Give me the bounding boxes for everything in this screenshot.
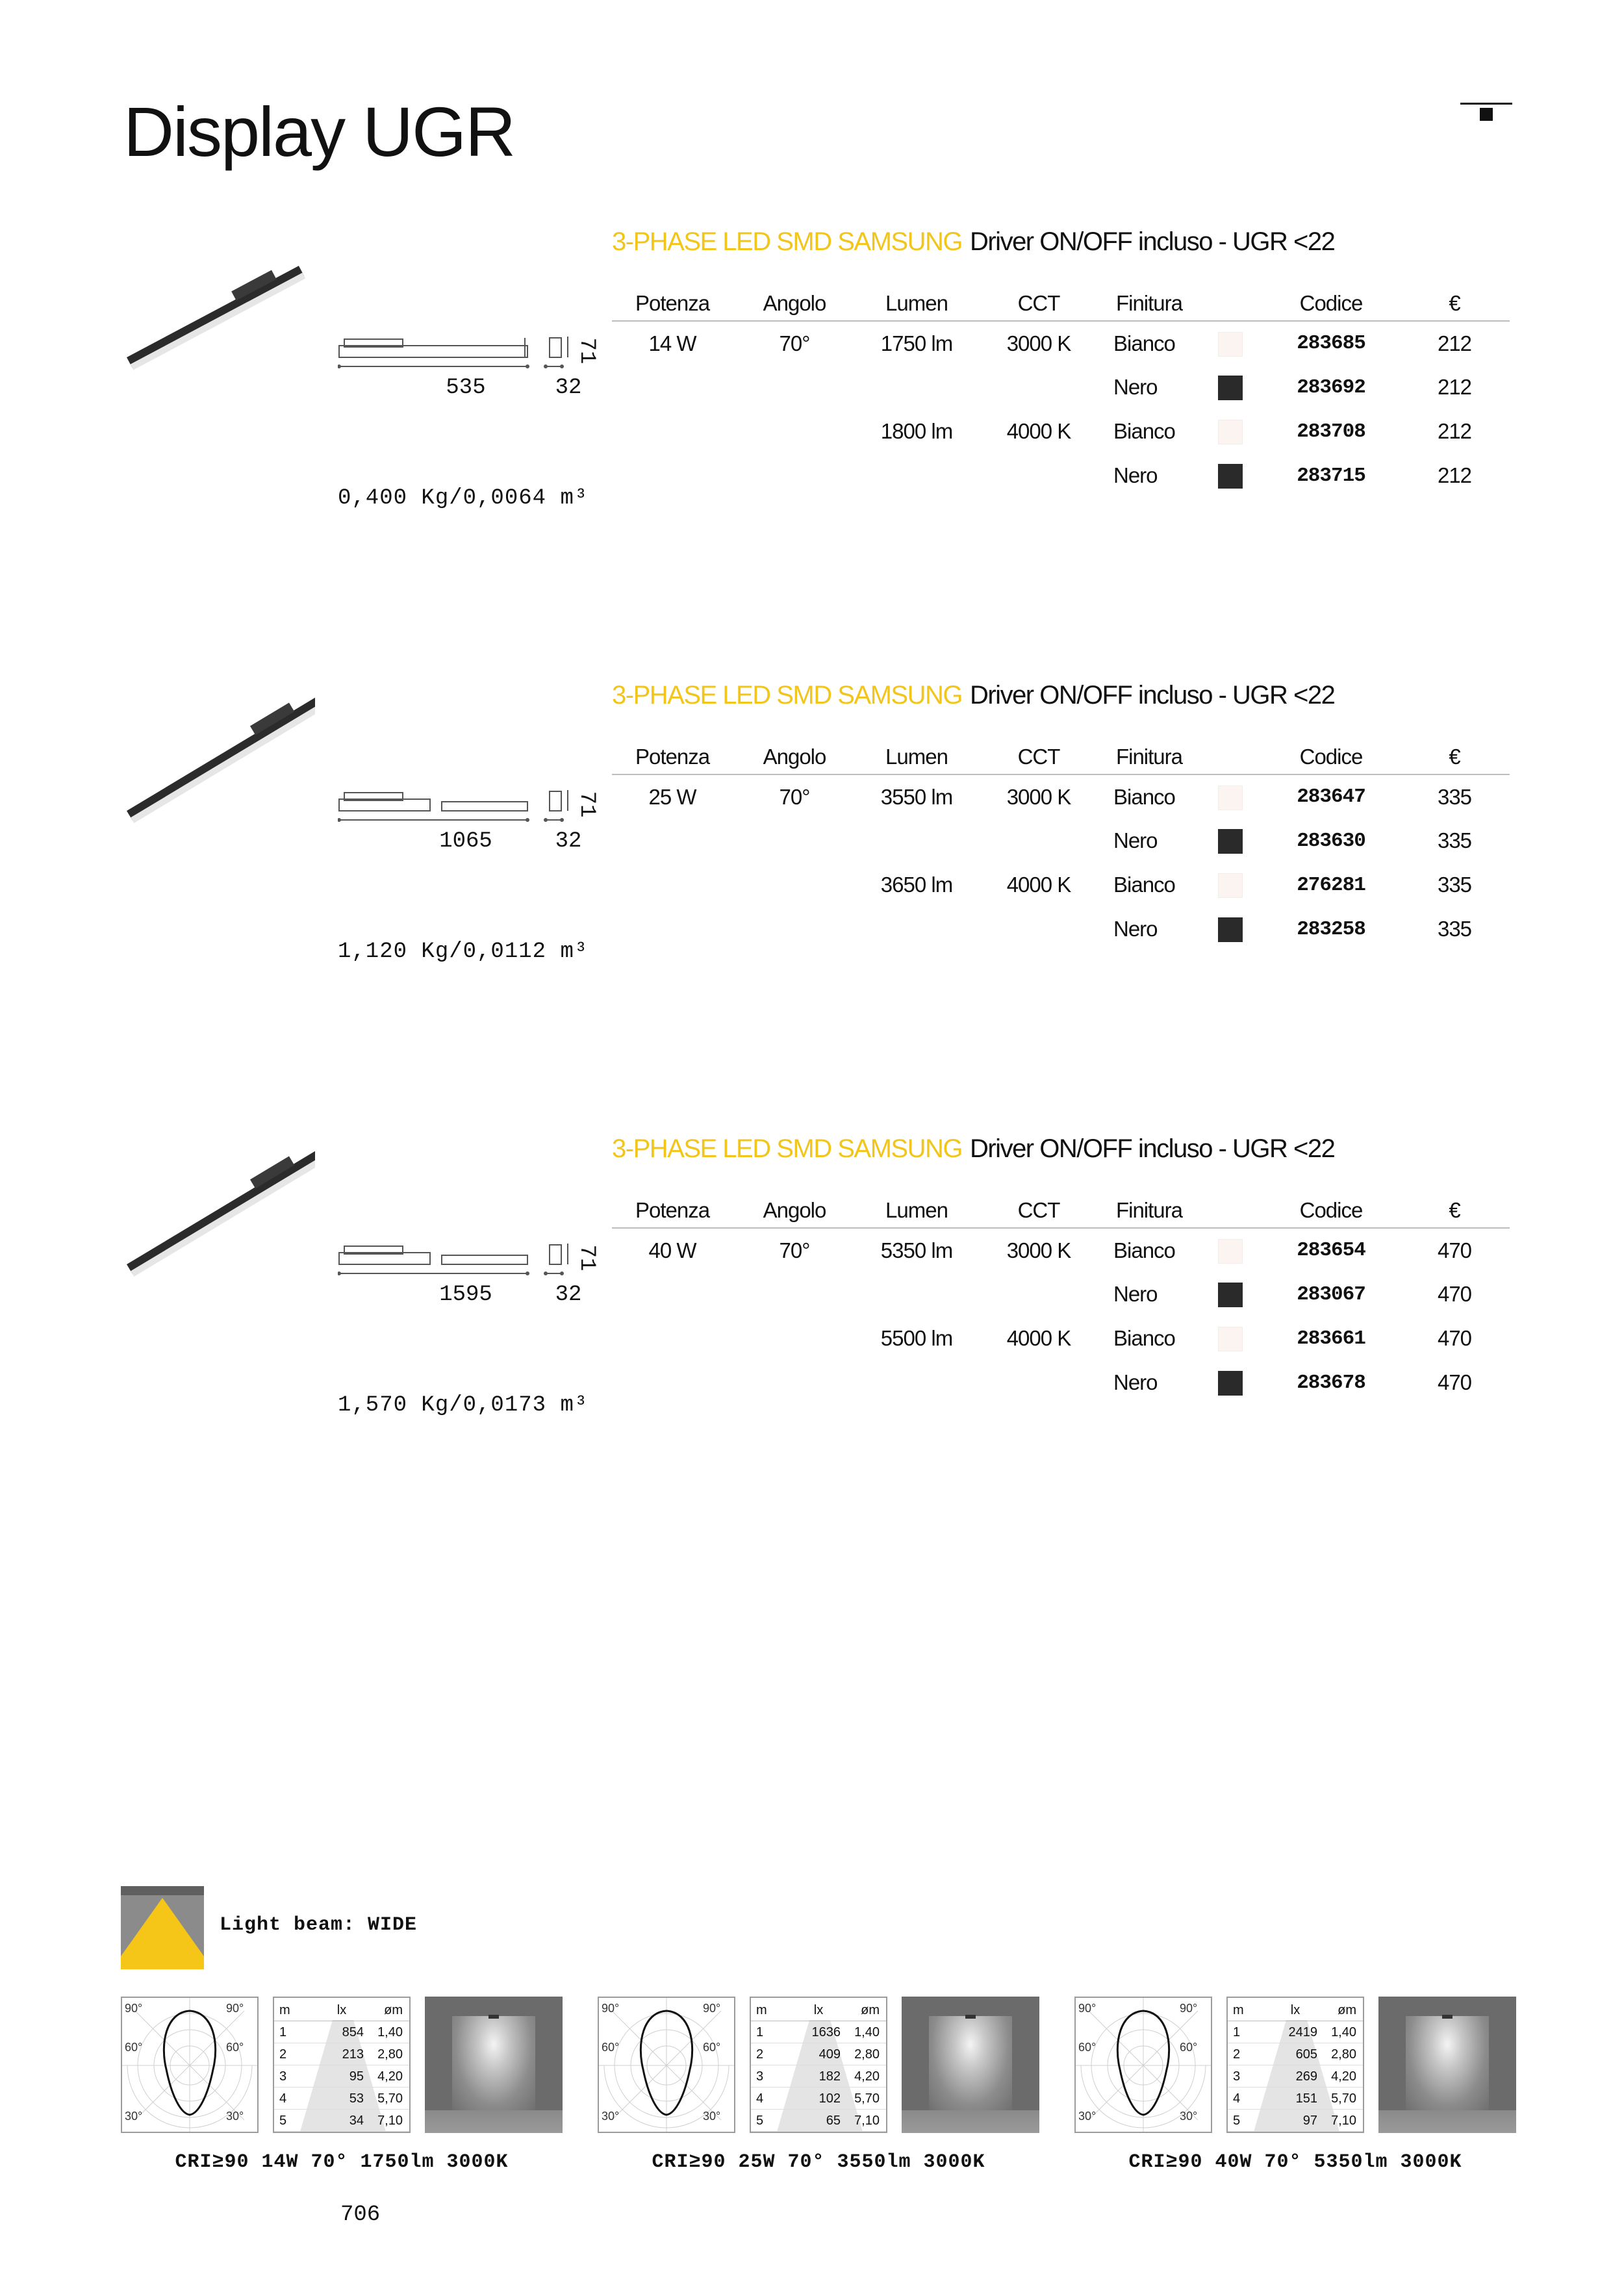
cell-potenza: 40 W: [648, 1238, 696, 1262]
light-distribution-photo: [425, 1997, 563, 2133]
cell-finitura: Nero: [1113, 463, 1158, 487]
table-row: [612, 409, 1510, 454]
table-row: [612, 1272, 1510, 1316]
lux-table: [750, 1997, 887, 2133]
photometric-caption: CRI≥90 40W 70° 5350lm 3000K: [1128, 2151, 1462, 2173]
polar-angle-label: 90°: [1078, 2002, 1097, 2015]
spec-header-cell: €: [1399, 1193, 1510, 1228]
lux-table: [1226, 1997, 1364, 2133]
dimension-drawing: [338, 778, 611, 856]
cell-prezzo: 335: [1437, 784, 1472, 809]
polar-angle-label: 60°: [1078, 2041, 1097, 2054]
cell-finitura: Nero: [1113, 1370, 1158, 1394]
dimension-height: 71: [574, 791, 599, 818]
lux-value: 605: [1295, 2047, 1317, 2062]
cell-angolo: [733, 409, 856, 454]
cell-finitura: Nero: [1113, 917, 1158, 941]
finish-swatch-icon: [1218, 917, 1243, 942]
lux-row: [274, 2110, 409, 2132]
lux-distance: 1: [1233, 2025, 1241, 2039]
spec-table: [612, 739, 1510, 951]
product-image: [120, 1134, 315, 1303]
lux-row: [274, 2065, 409, 2088]
cell-codice: 283654: [1297, 1239, 1365, 1262]
cell-angolo: [733, 1361, 856, 1405]
driver-label: Driver ON/OFF incluso - UGR <22: [969, 227, 1335, 256]
page-title: Display UGR: [123, 92, 515, 171]
lux-value: 97: [1302, 2114, 1317, 2128]
product-image: [120, 227, 315, 396]
finish-swatch-icon: [1218, 1283, 1243, 1307]
lux-row: [1228, 2043, 1363, 2065]
light-distribution-photo: [1378, 1997, 1516, 2133]
finish-swatch-icon: [1218, 420, 1243, 444]
dimension-drawing: [338, 325, 611, 403]
cell-angolo: 70°: [779, 784, 810, 809]
cell-swatch: [1198, 819, 1263, 863]
cell-cct: [977, 1272, 1100, 1316]
lux-row: [1228, 2065, 1363, 2088]
lux-value: 95: [349, 2069, 364, 2084]
finish-swatch-icon: [1218, 332, 1243, 357]
led-type-label: 3-PHASE LED SMD SAMSUNG: [612, 1134, 962, 1163]
lux-diameter: 4,20: [1331, 2069, 1356, 2084]
cell-swatch: [1198, 774, 1263, 819]
cell-codice: 283685: [1297, 332, 1365, 355]
weight-volume: 1,120 Kg/0,0112 m³: [338, 939, 589, 964]
cell-codice: 283678: [1297, 1371, 1365, 1394]
cell-finitura: Bianco: [1113, 331, 1175, 355]
polar-angle-label: 60°: [226, 2041, 244, 2054]
lux-header-cell: øm: [384, 2003, 403, 2017]
lux-diameter: 2,80: [1331, 2047, 1356, 2062]
cell-finitura: Bianco: [1113, 419, 1175, 443]
spec-header-cell: €: [1399, 286, 1510, 321]
cell-potenza: [612, 365, 733, 409]
spec-header-cell: Potenza: [612, 286, 733, 321]
cell-swatch: [1198, 863, 1263, 907]
lux-row: [751, 2110, 886, 2132]
lux-value: 409: [818, 2047, 841, 2062]
polar-angle-label: 30°: [1180, 2110, 1198, 2123]
cell-codice: 283067: [1297, 1283, 1365, 1306]
lux-header-cell: øm: [1338, 2003, 1356, 2017]
spec-table: [612, 286, 1510, 498]
cell-prezzo: 212: [1437, 375, 1472, 399]
cell-prezzo: 212: [1437, 463, 1472, 487]
cell-prezzo: 335: [1437, 873, 1472, 897]
table-row: [612, 774, 1510, 819]
cell-lumen: 1800 lm: [880, 419, 953, 443]
finish-swatch-icon: [1218, 829, 1243, 854]
lux-header-row: [1228, 1999, 1363, 2021]
cell-swatch: [1198, 321, 1263, 365]
finish-swatch-icon: [1218, 786, 1243, 810]
lux-diameter: 1,40: [1331, 2025, 1356, 2039]
dimension-width: 32: [555, 829, 582, 854]
spec-header-cell: [1198, 1193, 1263, 1228]
polar-angle-label: 90°: [226, 2002, 244, 2015]
lux-row: [274, 2088, 409, 2110]
polar-angle-label: 90°: [125, 2002, 143, 2015]
cell-lumen: [856, 907, 977, 951]
weight-volume: 1,570 Kg/0,0173 m³: [338, 1393, 589, 1418]
cell-angolo: [733, 1316, 856, 1361]
finish-swatch-icon: [1218, 376, 1243, 400]
spec-table-header: [612, 286, 1510, 321]
cell-potenza: 25 W: [648, 784, 696, 809]
dimension-length: 1595: [439, 1283, 492, 1307]
cell-lumen: [856, 819, 977, 863]
led-type-label: 3-PHASE LED SMD SAMSUNG: [612, 227, 962, 256]
spec-header-cell: Finitura: [1100, 1193, 1198, 1228]
product-section: [0, 1134, 1624, 1472]
cell-potenza: [612, 409, 733, 454]
cell-cct: [977, 365, 1100, 409]
cell-potenza: [612, 819, 733, 863]
spec-header-cell: Potenza: [612, 1193, 733, 1228]
cell-angolo: 70°: [779, 1238, 810, 1262]
cell-finitura: Nero: [1113, 1282, 1158, 1306]
cell-potenza: [612, 1361, 733, 1405]
lux-header-cell: lx: [813, 2003, 824, 2017]
cell-cct: [977, 907, 1100, 951]
cell-lumen: 3550 lm: [880, 784, 953, 809]
lux-row: [274, 2043, 409, 2065]
cell-cct: 4000 K: [1006, 1326, 1071, 1350]
spec-header-cell: CCT: [977, 286, 1100, 321]
driver-label: Driver ON/OFF incluso - UGR <22: [969, 1134, 1335, 1163]
lux-diameter: 4,20: [377, 2069, 403, 2084]
cell-cct: 3000 K: [1006, 784, 1071, 809]
lux-value: 53: [349, 2091, 364, 2106]
cell-prezzo: 335: [1437, 917, 1472, 941]
lux-distance: 3: [756, 2069, 764, 2084]
lux-distance: 2: [756, 2047, 764, 2062]
polar-angle-label: 30°: [226, 2110, 244, 2123]
spec-header-cell: Finitura: [1100, 739, 1198, 774]
product-section: [0, 681, 1624, 1019]
lux-distance: 3: [279, 2069, 287, 2084]
cell-lumen: [856, 1272, 977, 1316]
cell-potenza: [612, 454, 733, 498]
product-image: [120, 681, 315, 850]
photometric-caption: CRI≥90 14W 70° 1750lm 3000K: [175, 2151, 509, 2173]
cell-angolo: [733, 819, 856, 863]
lux-diameter: 1,40: [377, 2025, 403, 2039]
spec-header-cell: Codice: [1263, 1193, 1399, 1228]
lux-header-row: [274, 1999, 409, 2021]
dimension-drawing: [338, 1232, 611, 1310]
lux-row: [751, 2021, 886, 2043]
spec-header-cell: [1198, 739, 1263, 774]
cell-codice: 283692: [1297, 376, 1365, 399]
lux-diameter: 5,70: [1331, 2091, 1356, 2106]
lux-distance: 3: [1233, 2069, 1241, 2084]
cell-codice: 283647: [1297, 786, 1365, 808]
cell-lumen: 3650 lm: [880, 873, 953, 897]
lux-value: 65: [826, 2114, 841, 2128]
product-section: [0, 227, 1624, 565]
lux-distance: 1: [279, 2025, 287, 2039]
spec-header-cell: Lumen: [856, 739, 977, 774]
cell-swatch: [1198, 1228, 1263, 1272]
dimension-height: 71: [574, 337, 599, 364]
spec-header-cell: Angolo: [733, 286, 856, 321]
spec-header-cell: €: [1399, 739, 1510, 774]
cell-angolo: [733, 1272, 856, 1316]
spec-header-cell: Lumen: [856, 286, 977, 321]
cell-prezzo: 470: [1437, 1282, 1472, 1306]
table-row: [612, 454, 1510, 498]
spec-header-cell: Angolo: [733, 739, 856, 774]
lux-row: [751, 2065, 886, 2088]
cell-lumen: [856, 365, 977, 409]
cell-finitura: Nero: [1113, 828, 1158, 852]
cell-cct: [977, 1361, 1100, 1405]
lux-diameter: 1,40: [854, 2025, 880, 2039]
lux-value: 269: [1295, 2069, 1317, 2084]
cell-codice: 283258: [1297, 917, 1365, 941]
lux-row: [274, 2021, 409, 2043]
cell-swatch: [1198, 1272, 1263, 1316]
polar-angle-label: 30°: [1078, 2110, 1097, 2123]
spec-header-cell: Codice: [1263, 739, 1399, 774]
lux-diameter: 7,10: [1331, 2114, 1356, 2128]
lux-diameter: 2,80: [377, 2047, 403, 2062]
led-type-label: 3-PHASE LED SMD SAMSUNG: [612, 681, 962, 709]
cell-prezzo: 470: [1437, 1238, 1472, 1262]
finish-swatch-icon: [1218, 1371, 1243, 1396]
dimension-length: 535: [446, 376, 486, 400]
spec-header-cell: CCT: [977, 1193, 1100, 1228]
lux-diameter: 7,10: [854, 2114, 880, 2128]
lux-distance: 2: [1233, 2047, 1241, 2062]
polar-angle-label: 30°: [602, 2110, 620, 2123]
light-beam-label: Light beam: WIDE: [220, 1914, 418, 1936]
cell-angolo: [733, 863, 856, 907]
table-row: [612, 863, 1510, 907]
lux-distance: 5: [756, 2114, 764, 2128]
cell-swatch: [1198, 409, 1263, 454]
lux-row: [751, 2043, 886, 2065]
lux-value: 213: [342, 2047, 364, 2062]
cell-potenza: 14 W: [648, 331, 696, 355]
lux-value: 854: [342, 2025, 364, 2039]
cell-lumen: 5500 lm: [880, 1326, 953, 1350]
spec-header-cell: CCT: [977, 739, 1100, 774]
dimension-width: 32: [555, 376, 582, 400]
lux-header-cell: lx: [1290, 2003, 1300, 2017]
lux-distance: 5: [279, 2114, 287, 2128]
photometric-block: [1074, 1997, 1516, 2178]
cell-finitura: Bianco: [1113, 1326, 1175, 1350]
lux-distance: 1: [756, 2025, 764, 2039]
polar-angle-label: 60°: [125, 2041, 143, 2054]
cell-cct: [977, 819, 1100, 863]
cell-angolo: [733, 365, 856, 409]
polar-diagram: [598, 1997, 735, 2133]
lux-value: 34: [349, 2114, 364, 2128]
cell-swatch: [1198, 1361, 1263, 1405]
lux-header-row: [751, 1999, 886, 2021]
polar-angle-label: 90°: [703, 2002, 721, 2015]
cell-cct: 3000 K: [1006, 331, 1071, 355]
polar-angle-label: 60°: [1180, 2041, 1198, 2054]
finish-swatch-icon: [1218, 1327, 1243, 1351]
photometric-block: [121, 1997, 563, 2178]
lux-diameter: 5,70: [377, 2091, 403, 2106]
cell-cct: 4000 K: [1006, 873, 1071, 897]
lux-row: [1228, 2110, 1363, 2132]
cell-cct: 4000 K: [1006, 419, 1071, 443]
polar-angle-label: 30°: [125, 2110, 143, 2123]
finish-swatch-icon: [1218, 464, 1243, 489]
polar-angle-label: 30°: [703, 2110, 721, 2123]
cell-lumen: 1750 lm: [880, 331, 953, 355]
product-title: [612, 681, 1334, 710]
product-title: [612, 227, 1334, 257]
dimension-length: 1065: [439, 829, 492, 854]
cell-prezzo: 212: [1437, 331, 1472, 355]
lux-distance: 5: [1233, 2114, 1241, 2128]
finish-swatch-icon: [1218, 1239, 1243, 1264]
cell-angolo: [733, 454, 856, 498]
spec-header-cell: Angolo: [733, 1193, 856, 1228]
driver-label: Driver ON/OFF incluso - UGR <22: [969, 681, 1335, 709]
cell-prezzo: 470: [1437, 1370, 1472, 1394]
table-row: [612, 1228, 1510, 1272]
lux-header-cell: øm: [861, 2003, 880, 2017]
spec-table: [612, 1193, 1510, 1405]
lux-distance: 4: [279, 2091, 287, 2106]
cell-lumen: 5350 lm: [880, 1238, 953, 1262]
lux-row: [1228, 2088, 1363, 2110]
cell-finitura: Nero: [1113, 375, 1158, 399]
table-row: [612, 819, 1510, 863]
cell-prezzo: 470: [1437, 1326, 1472, 1350]
cell-finitura: Bianco: [1113, 873, 1175, 897]
light-distribution-photo: [902, 1997, 1039, 2133]
lux-value: 151: [1295, 2091, 1317, 2106]
dimension-height: 71: [574, 1244, 599, 1271]
page-number: 706: [340, 2203, 381, 2227]
cell-prezzo: 335: [1437, 828, 1472, 852]
lux-value: 182: [818, 2069, 841, 2084]
cell-lumen: [856, 454, 977, 498]
lux-table: [273, 1997, 411, 2133]
cell-swatch: [1198, 1316, 1263, 1361]
polar-angle-label: 60°: [703, 2041, 721, 2054]
cell-prezzo: 212: [1437, 419, 1472, 443]
lux-row: [1228, 2021, 1363, 2043]
cell-codice: 283708: [1297, 420, 1365, 443]
lux-diameter: 2,80: [854, 2047, 880, 2062]
polar-angle-label: 90°: [602, 2002, 620, 2015]
cell-finitura: Bianco: [1113, 784, 1175, 809]
spec-header-cell: Codice: [1263, 286, 1399, 321]
polar-angle-label: 60°: [602, 2041, 620, 2054]
cell-potenza: [612, 863, 733, 907]
table-row: [612, 365, 1510, 409]
lux-diameter: 7,10: [377, 2114, 403, 2128]
lux-distance: 4: [1233, 2091, 1241, 2106]
lux-distance: 4: [756, 2091, 764, 2106]
spec-table-header: [612, 739, 1510, 774]
lux-value: 1636: [811, 2025, 841, 2039]
polar-diagram: [121, 1997, 259, 2133]
photometric-caption: CRI≥90 25W 70° 3550lm 3000K: [652, 2151, 985, 2173]
cell-lumen: [856, 1361, 977, 1405]
cell-potenza: [612, 907, 733, 951]
table-row: [612, 1361, 1510, 1405]
corner-mark-icon: [1460, 103, 1512, 122]
cell-codice: 283630: [1297, 829, 1365, 852]
lux-value: 2419: [1288, 2025, 1317, 2039]
finish-swatch-icon: [1218, 873, 1243, 898]
lux-diameter: 5,70: [854, 2091, 880, 2106]
cell-swatch: [1198, 907, 1263, 951]
spec-header-cell: [1198, 286, 1263, 321]
light-beam-icon: [121, 1886, 204, 1969]
lux-header-cell: lx: [336, 2003, 347, 2017]
lux-diameter: 4,20: [854, 2069, 880, 2084]
cell-codice: 283715: [1297, 464, 1365, 487]
photometric-block: [598, 1997, 1039, 2178]
lux-header-cell: m: [756, 2003, 767, 2017]
cell-angolo: [733, 907, 856, 951]
polar-diagram: [1074, 1997, 1212, 2133]
product-title: [612, 1134, 1334, 1164]
lux-distance: 2: [279, 2047, 287, 2062]
cell-swatch: [1198, 365, 1263, 409]
dimension-width: 32: [555, 1283, 582, 1307]
lux-value: 102: [818, 2091, 841, 2106]
cell-swatch: [1198, 454, 1263, 498]
cell-codice: 276281: [1297, 873, 1365, 897]
spec-header-cell: Potenza: [612, 739, 733, 774]
cell-codice: 283661: [1297, 1327, 1365, 1350]
table-row: [612, 321, 1510, 365]
lux-header-cell: m: [279, 2003, 290, 2017]
polar-angle-label: 90°: [1180, 2002, 1198, 2015]
lux-row: [751, 2088, 886, 2110]
spec-table-header: [612, 1193, 1510, 1228]
table-row: [612, 1316, 1510, 1361]
cell-cct: 3000 K: [1006, 1238, 1071, 1262]
cell-finitura: Bianco: [1113, 1238, 1175, 1262]
cell-cct: [977, 454, 1100, 498]
cell-angolo: 70°: [779, 331, 810, 355]
cell-potenza: [612, 1272, 733, 1316]
spec-header-cell: Finitura: [1100, 286, 1198, 321]
lux-header-cell: m: [1233, 2003, 1244, 2017]
cell-potenza: [612, 1316, 733, 1361]
spec-header-cell: Lumen: [856, 1193, 977, 1228]
table-row: [612, 907, 1510, 951]
weight-volume: 0,400 Kg/0,0064 m³: [338, 486, 589, 511]
